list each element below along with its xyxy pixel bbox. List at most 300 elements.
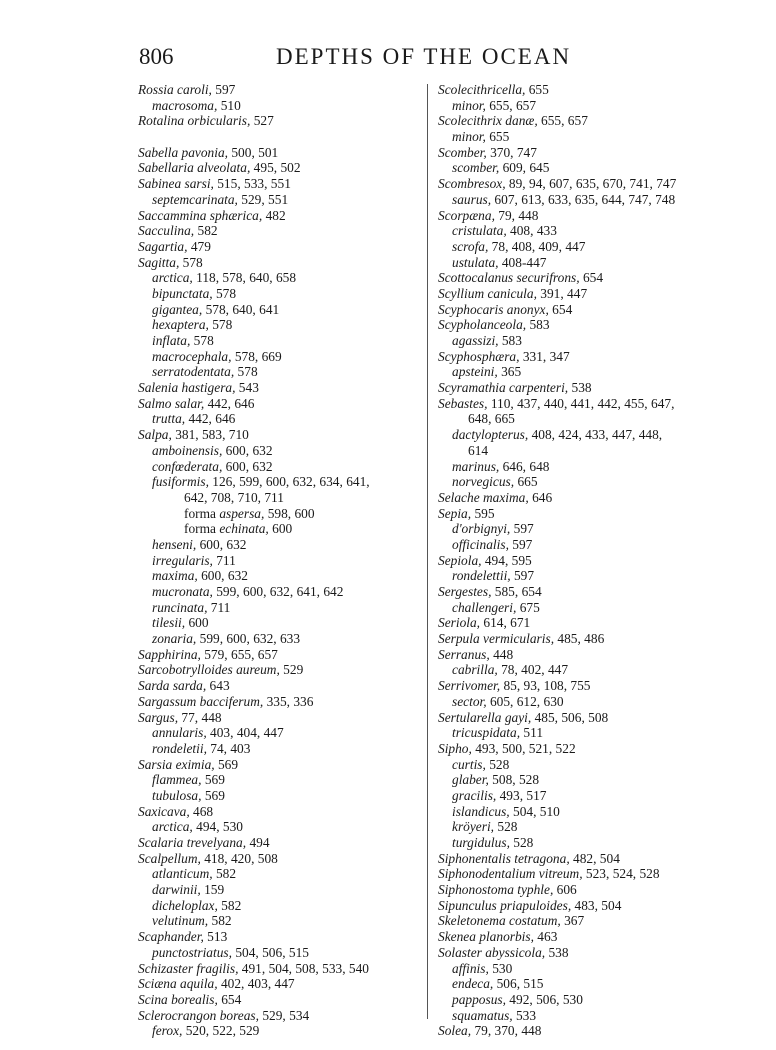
index-entry	[438, 239, 758, 255]
index-entry	[438, 662, 758, 678]
index-entry	[438, 725, 758, 741]
entry-prefix: forma	[184, 505, 220, 521]
index-entry	[138, 976, 418, 992]
entry-term: amboinensis,	[152, 442, 223, 458]
index-entry	[138, 772, 418, 788]
entry-pages: 597	[211, 82, 236, 97]
index-entry	[438, 380, 758, 396]
entry-pages: 418, 420, 508	[200, 850, 278, 866]
index-entry	[138, 490, 418, 506]
index-entry	[438, 929, 758, 945]
index-entry	[438, 160, 758, 176]
entry-pages: 578	[190, 333, 214, 349]
entry-pages: 655, 657	[537, 113, 588, 129]
entry-pages: 515, 533, 551	[213, 176, 291, 192]
index-entry	[438, 317, 758, 333]
entry-pages: 578	[212, 285, 237, 301]
entry-term: Sarda sarda,	[138, 678, 207, 694]
entry-pages: 543	[235, 380, 259, 396]
entry-term: Scyramathia carpenteri,	[438, 380, 569, 396]
entry-pages: 528	[509, 835, 534, 850]
entry-term: Scypholanceola,	[438, 317, 527, 333]
index-entry	[138, 851, 418, 867]
index-entry	[138, 208, 418, 224]
entry-term: Sagartia,	[138, 238, 188, 254]
entry-term: Siphonentalis tetragona,	[438, 850, 570, 866]
entry-pages: 642, 708, 710, 711	[184, 489, 284, 505]
entry-pages: 643	[206, 678, 230, 694]
entry-pages: 510	[217, 97, 241, 113]
entry-term: Sabinea sarsi,	[138, 176, 214, 192]
index-entry	[138, 600, 418, 616]
index-entry	[138, 694, 418, 710]
index-entry	[138, 443, 418, 459]
index-entry	[138, 835, 418, 851]
index-entry	[138, 961, 418, 977]
entry-pages: 448	[489, 646, 514, 662]
entry-term: ferox,	[152, 1023, 183, 1039]
entry-pages: 583	[526, 317, 550, 333]
entry-pages: 78, 402, 447	[497, 662, 569, 678]
entry-pages: 578	[234, 364, 258, 380]
entry-pages: 599, 600, 632, 641, 642	[212, 584, 344, 600]
entry-pages: 578, 669	[231, 348, 282, 364]
entry-pages: 479	[187, 238, 211, 254]
entry-pages: 513	[203, 929, 228, 945]
entry-pages: 367	[560, 913, 585, 929]
entry-term: Scyllium canicula,	[438, 285, 537, 301]
entry-term: Scalaria trevelyana,	[138, 835, 247, 851]
entry-pages: 609, 645	[499, 160, 550, 176]
entry-term: scrofa,	[452, 238, 489, 254]
entry-pages: 614, 671	[480, 615, 531, 631]
entry-pages: 654	[217, 991, 242, 1007]
entry-term: Scalpellum,	[138, 850, 201, 866]
entry-pages: 77, 448	[178, 709, 222, 725]
entry-term: norvegicus,	[452, 474, 515, 490]
entry-term: Siphonodentalium vitreum,	[438, 866, 583, 882]
index-entry	[138, 804, 418, 820]
index-entry	[138, 270, 418, 286]
index-entry	[438, 427, 758, 443]
index-entry	[138, 98, 418, 114]
entry-pages: 408, 424, 433, 447, 448,	[528, 427, 663, 443]
entry-pages: 491, 504, 508, 533, 540	[238, 960, 369, 976]
entry-pages: 600, 632	[222, 458, 273, 474]
entry-pages: 485, 486	[554, 631, 605, 647]
entry-pages: 655	[525, 82, 549, 97]
entry-pages: 597	[508, 536, 533, 552]
entry-pages: 482	[262, 207, 286, 223]
entry-term: darwinii,	[152, 882, 201, 898]
entry-pages: 74, 403	[206, 740, 251, 756]
entry-pages: 538	[545, 944, 569, 960]
entry-pages: 528	[494, 819, 518, 835]
index-entry	[438, 333, 758, 349]
index-entry	[438, 459, 758, 475]
entry-term: Serranus,	[438, 646, 490, 662]
index-entry	[138, 866, 418, 882]
entry-pages: 78, 408, 409, 447	[488, 238, 586, 254]
entry-term: papposus,	[452, 991, 506, 1007]
index-entry	[138, 302, 418, 318]
index-entry	[438, 145, 758, 161]
index-entry	[438, 1023, 758, 1039]
entry-pages: 391, 447	[536, 285, 588, 301]
index-entry	[438, 678, 758, 694]
entry-term: Salenia hastigera,	[138, 380, 236, 396]
index-entry	[138, 82, 418, 98]
entry-pages: 597	[510, 521, 534, 537]
entry-term: fusiformis,	[152, 474, 209, 490]
index-entry	[138, 710, 418, 726]
index-entry	[438, 851, 758, 867]
entry-term: Rossia caroli,	[138, 82, 212, 97]
entry-term: zonaria,	[152, 631, 197, 647]
entry-term: Sapphirina,	[138, 646, 201, 662]
entry-term: Scomber,	[438, 144, 487, 160]
index-entry	[438, 788, 758, 804]
entry-term: Sipunculus priapuloides,	[438, 897, 572, 913]
entry-pages: 600	[185, 615, 209, 631]
entry-pages: 582	[208, 913, 232, 929]
index-column-right	[438, 82, 758, 1039]
entry-pages: 442, 646	[204, 395, 255, 411]
entry-term: trutta,	[152, 411, 186, 427]
index-entry	[438, 82, 758, 98]
index-entry	[138, 631, 418, 647]
entry-term: turgidulus,	[452, 835, 510, 850]
entry-term: apsteini,	[452, 364, 498, 380]
index-entry	[138, 913, 418, 929]
entry-term: annularis,	[152, 725, 207, 741]
entry-pages: 711	[207, 599, 231, 615]
entry-pages: 578, 640, 641	[202, 301, 280, 317]
entry-term: Salpa,	[138, 427, 172, 443]
index-entry	[438, 537, 758, 553]
entry-pages: 654	[579, 270, 604, 286]
entry-pages: 504, 506, 515	[231, 944, 309, 960]
entry-term: Sabella pavonia,	[138, 144, 229, 160]
index-entry	[438, 757, 758, 773]
index-entry	[438, 976, 758, 992]
index-entry	[138, 788, 418, 804]
page-number: 806	[139, 44, 174, 69]
index-entry	[438, 835, 758, 851]
entry-pages: 655	[485, 129, 510, 145]
entry-term: Scaphander,	[138, 929, 204, 945]
entry-term: saurus,	[452, 191, 492, 207]
index-entry	[438, 647, 758, 663]
entry-term: scomber,	[452, 160, 500, 176]
index-entry	[438, 349, 758, 365]
entry-term: echinata,	[219, 521, 269, 537]
index-entry	[138, 521, 418, 537]
entry-pages: 529, 551	[237, 191, 289, 207]
entry-pages: 529	[279, 662, 304, 678]
entry-pages: 508, 528	[488, 772, 540, 788]
entry-term: atlanticum,	[152, 866, 213, 882]
entry-term: glaber,	[452, 772, 489, 788]
entry-term: Saxicava,	[138, 803, 190, 819]
entry-term: rondeletii,	[152, 740, 207, 756]
entry-pages: 711	[212, 552, 236, 568]
entry-term: Sarsia eximia,	[138, 756, 215, 772]
entry-term: Scorpæna,	[438, 207, 495, 223]
index-entry	[438, 223, 758, 239]
entry-pages: 370, 747	[486, 144, 537, 160]
index-entry	[138, 1023, 418, 1039]
entry-pages: 504, 510	[509, 803, 560, 819]
entry-pages: 126, 599, 600, 632, 634, 641,	[208, 474, 370, 490]
entry-term: Salmo salar,	[138, 395, 205, 411]
entry-term: Serpula vermicularis,	[438, 631, 555, 647]
entry-term: inflata,	[152, 333, 191, 349]
entry-pages: 494, 595	[481, 552, 532, 568]
entry-term: Sabellaria alveolata,	[138, 160, 251, 176]
index-entry	[438, 553, 758, 569]
entry-pages: 79, 448	[494, 207, 539, 223]
entry-pages: 468	[189, 803, 214, 819]
index-entry	[438, 506, 758, 522]
entry-term: Scombresox,	[438, 176, 506, 192]
entry-term: arctica,	[152, 819, 193, 835]
entry-pages: 582	[212, 866, 237, 882]
entry-pages: 520, 522, 529	[182, 1023, 260, 1039]
index-entry	[438, 961, 758, 977]
entry-pages: 579, 655, 657	[200, 646, 278, 662]
entry-term: Rotalina orbicularis,	[138, 113, 251, 129]
entry-pages: 482, 504	[569, 850, 620, 866]
entry-term: tricuspidata,	[452, 725, 521, 741]
entry-pages: 655, 657	[485, 97, 537, 113]
entry-pages: 600	[268, 521, 293, 537]
entry-pages: 483, 504	[571, 897, 622, 913]
entry-pages: 605, 612, 630	[486, 693, 564, 709]
entry-term: Selache maxima,	[438, 489, 529, 505]
entry-pages: 646	[528, 489, 553, 505]
entry-term: flammea,	[152, 772, 202, 788]
entry-pages: 595	[471, 505, 495, 521]
entry-pages: 492, 506, 530	[505, 991, 583, 1007]
index-entry	[138, 380, 418, 396]
entry-pages: 607, 613, 633, 635, 644, 747, 748	[491, 191, 676, 207]
entry-pages: 494, 530	[192, 819, 243, 835]
entry-term: Sagitta,	[138, 254, 180, 270]
entry-pages: 646, 648	[499, 458, 550, 474]
entry-term: Scottocalanus securifrons,	[438, 270, 580, 286]
entry-term: serratodentata,	[152, 364, 235, 380]
entry-term: Sciæna aquila,	[138, 976, 218, 992]
index-entry	[138, 584, 418, 600]
index-entry	[138, 819, 418, 835]
entry-term: Serrivomer,	[438, 678, 501, 694]
entry-term: Sebastes,	[438, 395, 488, 411]
index-entry	[438, 113, 758, 129]
entry-term: Sepiola,	[438, 552, 482, 568]
entry-pages: 494	[246, 835, 270, 851]
entry-pages: 578	[208, 317, 233, 333]
index-entry	[138, 474, 418, 490]
index-entry	[438, 411, 758, 427]
entry-term: Sarcobotrylloides aureum,	[138, 662, 280, 678]
entry-term: Sargassum bacciferum,	[138, 693, 264, 709]
entry-pages: 79, 370, 448	[471, 1023, 542, 1039]
index-entry	[438, 568, 758, 584]
entry-pages: 335, 336	[263, 693, 314, 709]
index-entry	[138, 568, 418, 584]
entry-pages: 493, 500, 521, 522	[471, 740, 576, 756]
index-entry	[438, 819, 758, 835]
index-entry	[138, 506, 418, 522]
index-entry	[438, 286, 758, 302]
index-entry	[138, 317, 418, 333]
entry-term: macrocephala,	[152, 348, 232, 364]
index-entry	[438, 866, 758, 882]
index-entry	[438, 129, 758, 145]
entry-term: rondelettii,	[452, 568, 511, 584]
entry-pages: 665	[514, 474, 538, 490]
entry-term: cabrilla,	[452, 662, 498, 678]
entry-pages: 533	[512, 1007, 537, 1023]
entry-term: Siphonostoma typhle,	[438, 882, 554, 898]
entry-term: Sclerocrangon boreas,	[138, 1007, 259, 1023]
index-entry	[138, 239, 418, 255]
entry-pages: 600, 632	[196, 536, 247, 552]
entry-pages: 530	[488, 960, 513, 976]
entry-term: d'orbignyi,	[452, 521, 511, 537]
entry-term: curtis,	[452, 756, 486, 772]
entry-term: islandicus,	[452, 803, 510, 819]
entry-pages: 529, 534	[259, 1007, 310, 1023]
entry-term: Sipho,	[438, 740, 472, 756]
index-entry	[138, 537, 418, 553]
index-entry	[438, 945, 758, 961]
index-entry	[138, 678, 418, 694]
entry-term: dicheloplax,	[152, 897, 218, 913]
entry-term: Scina borealis,	[138, 991, 218, 1007]
entry-term: endeca,	[452, 976, 494, 992]
entry-term: agassizi,	[452, 333, 499, 348]
entry-term: aspersa,	[219, 505, 265, 521]
entry-pages: 463	[533, 929, 558, 945]
entry-pages: 493, 517	[496, 787, 547, 803]
index-entry	[138, 427, 418, 443]
index-entry	[438, 1008, 758, 1024]
entry-pages: 569	[201, 772, 225, 788]
entry-term: minor,	[452, 129, 486, 145]
entry-term: dactylopterus,	[452, 427, 529, 443]
entry-pages: 89, 94, 607, 635, 670, 741, 747	[505, 176, 677, 192]
index-entry	[438, 710, 758, 726]
index-entry	[438, 615, 758, 631]
entry-term: Scolecithricella,	[438, 82, 526, 97]
entry-pages: 495, 502	[250, 160, 301, 176]
index-entry	[138, 160, 418, 176]
index-entry	[438, 600, 758, 616]
entry-pages: 118, 578, 640, 658	[192, 270, 297, 286]
entry-term: Scolecithrix danæ,	[438, 113, 538, 129]
index-entry	[138, 411, 418, 427]
column-rule	[427, 84, 428, 1019]
entry-term: gigantea,	[152, 301, 203, 317]
entry-pages: 675	[516, 599, 540, 615]
index-entry	[438, 255, 758, 271]
entry-pages: 597	[510, 568, 535, 584]
index-entry	[438, 882, 758, 898]
entry-term: tilesii,	[152, 615, 186, 631]
entry-term: squamatus,	[452, 1007, 513, 1023]
entry-term: maxima,	[152, 568, 198, 584]
index-entry	[438, 521, 758, 537]
index-entry	[138, 255, 418, 271]
entry-pages: 598, 600	[264, 505, 315, 521]
index-entry	[138, 741, 418, 757]
entry-pages: 408-447	[498, 254, 547, 270]
index-entry	[138, 192, 418, 208]
entry-term: Scyphocaris anonyx,	[438, 301, 549, 317]
index-entry	[138, 647, 418, 663]
entry-term: marinus,	[452, 458, 500, 474]
entry-term: Scyphosphæra,	[438, 348, 520, 364]
entry-pages: 506, 515	[493, 976, 544, 992]
entry-pages: 442, 646	[185, 411, 236, 427]
index-entry	[138, 364, 418, 380]
entry-pages: 599, 600, 632, 633	[196, 631, 301, 647]
entry-term: minor,	[452, 97, 486, 113]
entry-pages: 365	[497, 364, 522, 380]
entry-pages: 403, 404, 447	[206, 725, 284, 741]
entry-term: gracilis,	[452, 787, 497, 803]
index-entry	[438, 302, 758, 318]
entry-term: Sargus,	[138, 709, 179, 725]
index-entry	[138, 286, 418, 302]
entry-term: hexaptera,	[152, 317, 209, 333]
entry-pages: 569	[201, 787, 225, 803]
index-entry	[438, 208, 758, 224]
index-entry	[438, 270, 758, 286]
index-entry	[438, 364, 758, 380]
entry-term: officinalis,	[452, 536, 509, 552]
entry-term: runcinata,	[152, 599, 208, 615]
entry-pages: 528	[485, 756, 510, 772]
entry-pages: 538	[568, 380, 592, 396]
entry-pages: 578	[179, 254, 203, 270]
entry-term: Schizaster fragilis,	[138, 960, 239, 976]
entry-term: macrosoma,	[152, 97, 218, 113]
index-entry	[438, 98, 758, 114]
entry-pages: 527	[250, 113, 274, 129]
entry-pages: 614	[468, 442, 489, 458]
index-entry	[438, 898, 758, 914]
entry-pages: 585, 654	[491, 584, 542, 599]
index-entry	[438, 992, 758, 1008]
entry-pages: 85, 93, 108, 755	[500, 678, 591, 694]
entry-term: cristulata,	[452, 223, 507, 239]
index-entry	[138, 898, 418, 914]
page-title: DEPTHS OF THE OCEAN	[276, 44, 572, 69]
entry-pages: 654	[548, 301, 573, 317]
entry-term: ustulata,	[452, 254, 499, 270]
index-entry	[138, 757, 418, 773]
entry-pages: 600, 632	[197, 568, 248, 584]
index-entry	[138, 129, 418, 160]
entry-term: Solea,	[438, 1023, 472, 1039]
entry-term: velutinum,	[152, 913, 209, 929]
index-entry	[138, 396, 418, 412]
entry-term: irregularis,	[152, 552, 213, 568]
entry-pages: 408, 433	[506, 223, 557, 239]
